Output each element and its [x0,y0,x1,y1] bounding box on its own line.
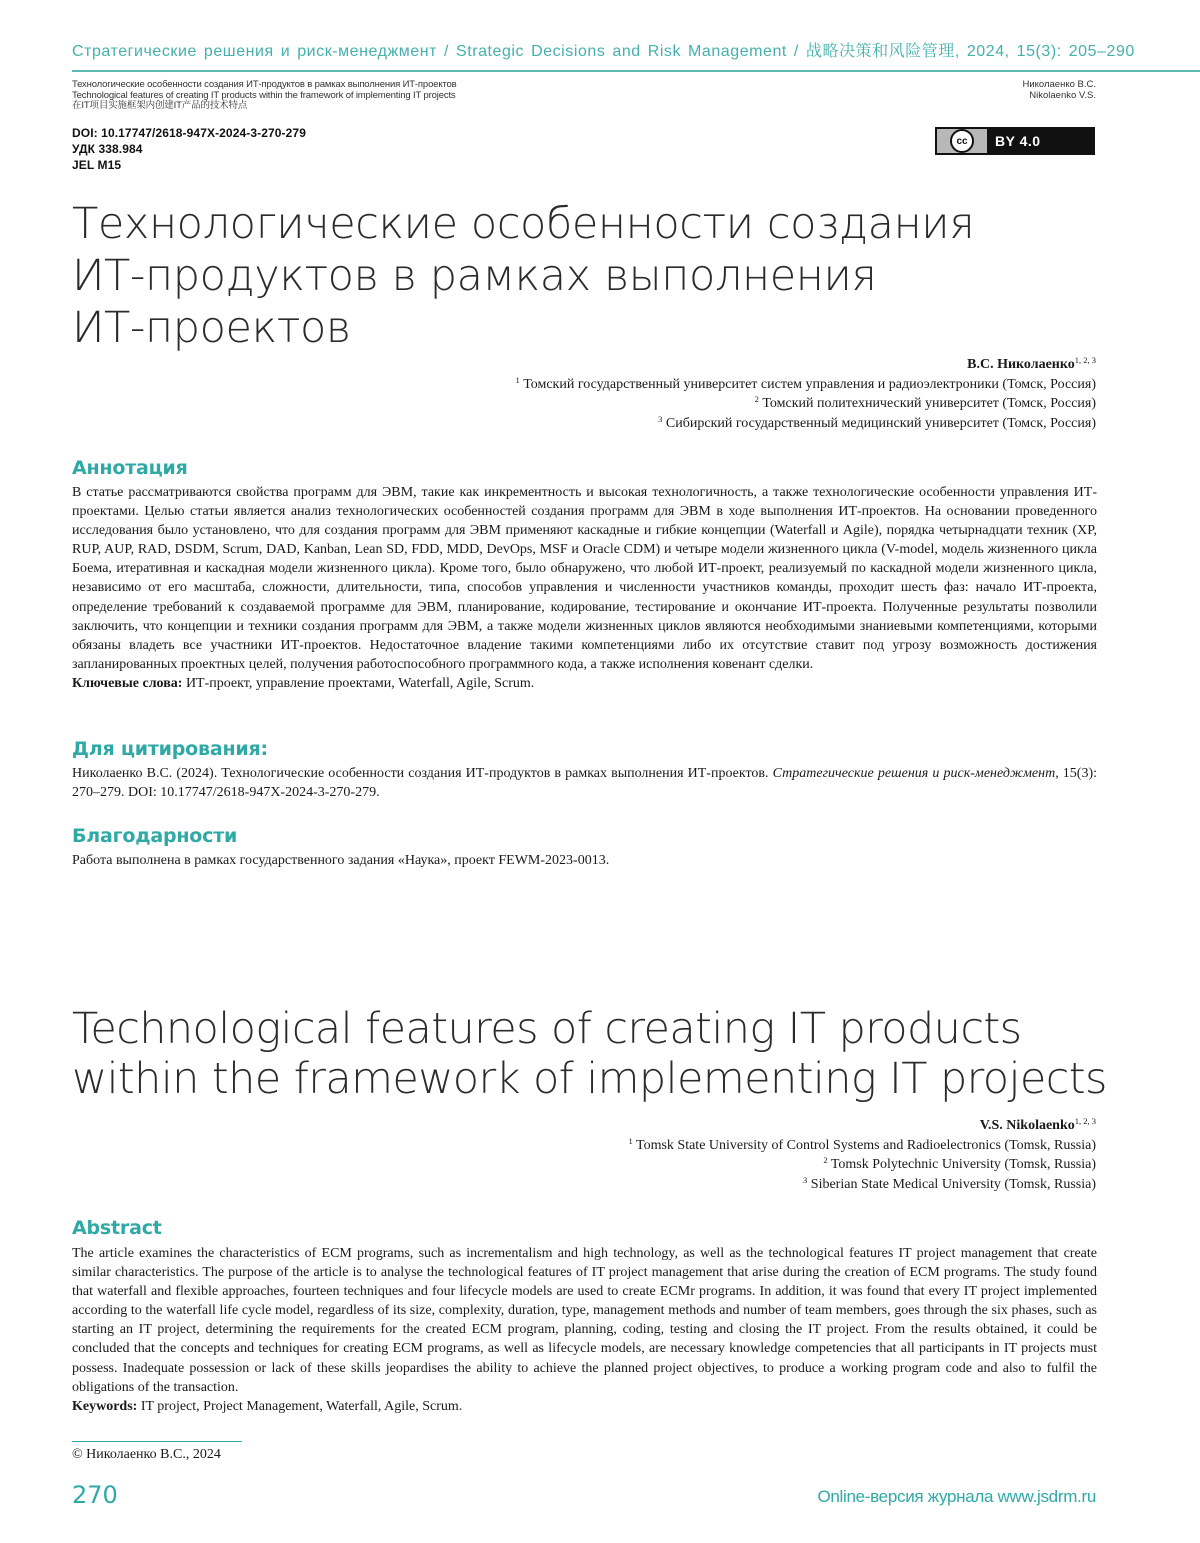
author-name: В.С. Николаенко [967,357,1075,372]
running-title-ru: Технологические особенности создания ИТ-продуктов в рамках выполнения ИТ-проектов [72,79,457,90]
author-name: V.S. Nikolaenko [979,1118,1075,1133]
title-en-line: Technological features of creating IT products [72,1004,1022,1054]
abstract-heading-en: Abstract [72,1217,162,1239]
cc-icon: cc [950,129,974,153]
abstract-ru-text: В статье рассматриваются свойства программ для ЭВМ, такие как инкрементность и высокая технологичность, а также технологические особенности управления ИТ-проектами. Целью статьи является анализ технологических особенностей создания программ для ЭВМ в ходе выполнения ИТ-проектов. На основании проведенного исследования было установлено, что для создания программ для ЭВМ применяют каскадные и гибкие концепции (Waterfall и Agile), порядка четырнадцати техник (XP, RUP, AUP, RAD, DSDM, Scrum, DAD, Kanban, Lean SD, FDD, MDD, DevOps, MSF и Oracle CDM) и четыре модели жизненного цикла (V-model, модель жизненного цикла Боема, итеративная и каскадная модели жизненного цикла). Кроме того, было обнаружено, что любой ИТ-проект, реализуемый по каскадной модели жизненного цикла, независимо от его масштаба, сложности, длительности, типа, способов управления и численности участников команды, проходит шесть фаз: начало ИТ-проекта, определение требований к создаваемой программе для ЭВМ, планирование, кодирование, тестирование и окончание ИТ-проекта. Полученные результаты позволили заключить, что концепции и техники создания программ для ЭВМ, а также модели жизненных циклов являются необходимыми знаниевыми компетенциями, которыми обязаны владеть все участники ИТ-проектов. Недостаточное владение такими компетенциями либо их отсутствие ставит под угрозу возможность достижения запланированных проектных целей, получения работоспособного программного кода, а также исполнения ковенант сделки. [72,485,1097,672]
title-ru-line: ИТ-продуктов в рамках выполнения [72,251,877,301]
running-author [1022,80,1096,101]
keywords-label-en: Keywords: [72,1398,138,1414]
running-title [72,80,457,112]
jel: JEL M15 [72,158,122,172]
keywords-ru: ИТ-проект, управление проектами, Waterfall, Agile, Scrum. [185,675,535,691]
title-en [72,1004,1107,1104]
keywords-label-ru: Ключевые слова: [72,675,183,691]
running-title-zh: 在IT项目实施框架内创建IT产品的技术特点 [72,100,248,111]
article-meta [72,125,306,173]
affiliations-en [629,1116,1097,1194]
footnote-divider [72,1441,242,1442]
title-en-line: within the framework of implementing IT projects [72,1054,1107,1104]
citation: Николаенко В.С. (2024). Технологические особенности создания ИТ-продуктов в рамках выполнения ИТ-проектов. Стратегические решения и риск-менеджмент, 15(3): 270–279. DOI: 10.17747/2618-947X-2024-3-270-279. [72,766,1098,801]
abstract-en [72,1244,1097,1416]
running-author-en: Nikolaenko V.S. [1029,89,1096,101]
ack-heading: Благодарности [72,825,238,847]
cc-license-badge[interactable] [935,127,1095,155]
author-line [516,355,1097,375]
author-sup: 1, 2, 3 [1074,355,1096,365]
author-line [629,1116,1097,1136]
doi[interactable]: DOI: 10.17747/2618-947X-2024-3-270-279 [72,126,306,140]
affiliations-ru [516,355,1097,433]
udk: УДК 338.984 [72,142,143,156]
citation-journal: Стратегические решения и риск-менеджмент [772,766,1056,781]
cc-logo-area [937,129,987,153]
title-ru-line: ИТ-проектов [72,303,351,353]
title-ru [72,198,974,354]
abstract-heading-ru: Аннотация [72,457,188,479]
running-title-en: Technological features of creating IT products within the framework of implementing IT projects [72,89,456,101]
page-number: 270 [72,1481,118,1509]
title-ru-line: Технологические особенности создания [72,199,975,249]
header-divider [72,70,1200,72]
copyright: © Николаенко В.С., 2024 [72,1447,221,1462]
abstract-ru [72,483,1097,693]
keywords-en: IT project, Project Management, Waterfall, Agile, Scrum. [140,1398,463,1414]
online-version-link[interactable]: Online-версия журнала www.jsdrm.ru [817,1487,1096,1506]
journal-header: Стратегические решения и риск-менеджмент / Strategic Decisions and Risk Management / 战略决策和风险管理, 2024, 15(3): 205–290 [72,43,1135,60]
running-author-ru: Николаенко В.С. [1022,79,1096,90]
author-sup: 1, 2, 3 [1074,1116,1096,1126]
affiliation: $^3$ Сибирский государственный медицинский университет (Томск, Россия) [658,413,1096,431]
affiliation: $^3$ Siberian State Medical University (Tomsk, Russia) [803,1174,1096,1192]
acknowledgements: Работа выполнена в рамках государственного задания «Наука», проект FEWM-2023-0013. [72,853,610,868]
license-label: BY 4.0 [995,133,1041,149]
affiliation: $^2$ Томский политехнический университет (Томск, Россия) [754,394,1096,411]
affiliation: $^1$ Томский государственный университет систем управления и радиоэлектроники (Томск, Россия) [515,374,1096,392]
affiliation: $^2$ Tomsk Polytechnic University (Tomsk, Russia) [823,1155,1096,1172]
affiliation: $^1$ Tomsk State University of Control Systems and Radioelectronics (Tomsk, Russia) [628,1135,1096,1153]
citation-heading: Для цитирования: [72,738,268,760]
abstract-en-text: The article examines the characteristics of ECM programs, such as incrementalism and high technology, as well as the technological features IT project management that create similar characteristics. The purpose of the article is to analyse the technological features of IT project management that arise during the creation of ECM programs. The study found that waterfall and flexible approaches, fourteen techniques and four lifecycle models are used to create ECMr programs. In addition, it was found that every IT project implemented according to the waterfall life cycle model, regardless of its size, complexity, duration, type, management methods and number of team members, goes through the six phases, such as starting an IT project, determining the requirements for the created ECM program, planning, coding, testing and closing the IT project. From the results obtained, it could be concluded that the concepts and techniques for creating ECM programs, as well as lifecycle models, are necessary knowledge competencies that all participants in IT projects must possess. Inadequate possession or lack of these skills jeopardises the ability to achieve the planned project objectives, to produce a working program code and also to fulfil the obligations of the transaction. [72,1246,1097,1395]
